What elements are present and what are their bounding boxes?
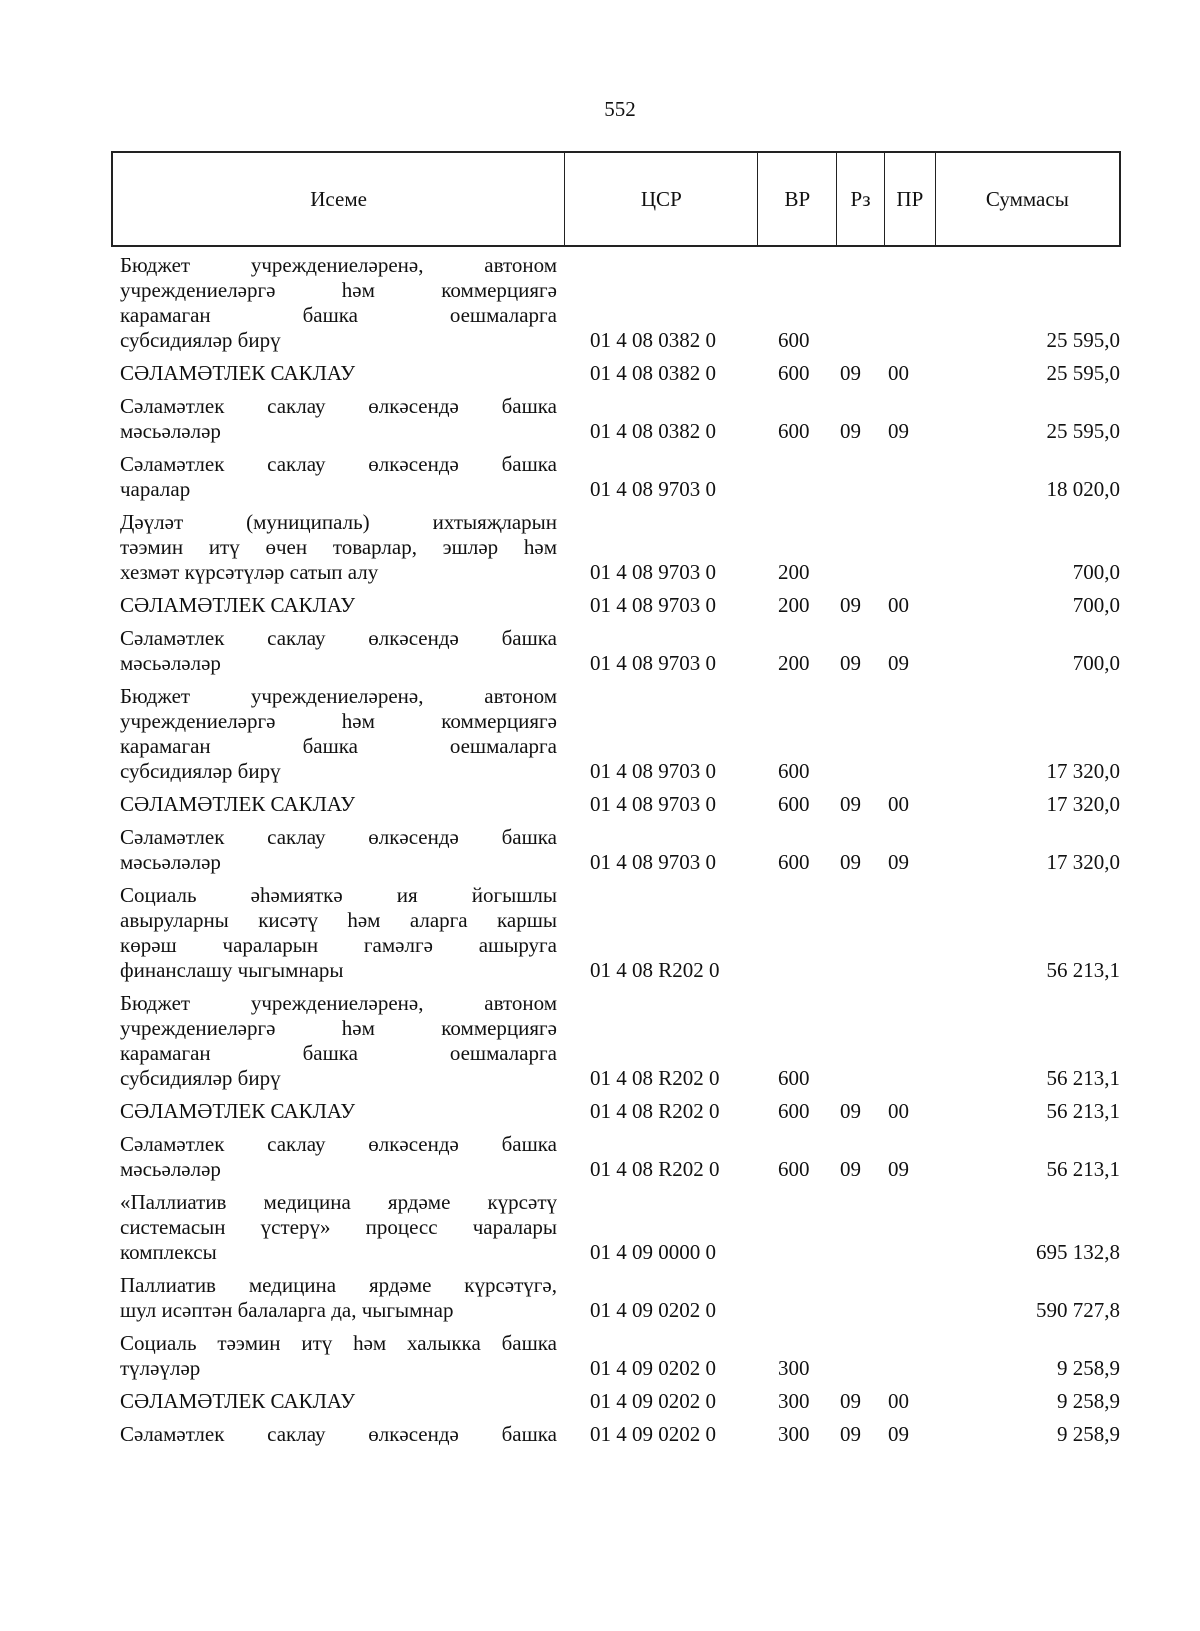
row-sum: 25 595,0: [1046, 328, 1120, 352]
row-sum: 56 213,1: [1046, 958, 1120, 982]
row-csr: 01 4 08 0382 0: [590, 328, 716, 352]
row-name-line: СӘЛАМӘТЛЕК САКЛАУ: [120, 792, 356, 816]
row-sum: 56 213,1: [1046, 1157, 1120, 1181]
row-name-line: Сәламәтлек саклау өлкәсендә башка: [120, 825, 557, 849]
row-csr: 01 4 09 0202 0: [590, 1389, 716, 1413]
row-name: [120, 1273, 557, 1323]
row-vr: 600: [778, 792, 810, 816]
row-pr: 09: [888, 651, 909, 675]
table-row: [120, 1099, 1120, 1124]
row-vr: 600: [778, 1157, 810, 1181]
row-name: [120, 825, 557, 875]
table-row: [120, 510, 1120, 585]
row-rz: 09: [840, 792, 861, 816]
row-name-line: тәэмин итү өчен товарлар, эшләр һәм: [120, 535, 557, 559]
row-sum: 590 727,8: [1036, 1298, 1120, 1322]
row-name: [120, 253, 557, 353]
row-vr: 200: [778, 651, 810, 675]
row-sum: 56 213,1: [1046, 1099, 1120, 1123]
table-row: [120, 1190, 1120, 1265]
row-vr: 300: [778, 1422, 810, 1446]
row-name-line: мәсьәләләр: [120, 1157, 221, 1181]
row-sum: 25 595,0: [1046, 361, 1120, 385]
row-csr: 01 4 09 0202 0: [590, 1356, 716, 1380]
row-vr: 200: [778, 593, 810, 617]
row-name: [120, 1099, 557, 1124]
header-rz: Рз: [837, 153, 885, 245]
row-name: [120, 361, 557, 386]
row-name-line: Бюджет учреждениеләренә, автоном: [120, 991, 557, 1015]
row-name-line: Бюджет учреждениеләренә, автоном: [120, 253, 557, 277]
row-name-line: СӘЛАМӘТЛЕК САКЛАУ: [120, 361, 356, 385]
row-sum: 9 258,9: [1057, 1389, 1120, 1413]
row-name: [120, 452, 557, 502]
header-pr: ПР: [885, 153, 936, 245]
table-row: [120, 452, 1120, 502]
row-sum: 700,0: [1072, 560, 1120, 584]
table-row: [120, 626, 1120, 676]
table-row: [120, 1273, 1120, 1323]
row-rz: 09: [840, 419, 861, 443]
row-sum: 17 320,0: [1046, 850, 1120, 874]
row-sum: 25 595,0: [1046, 419, 1120, 443]
row-name-line: учреждениеләргә һәм коммерциягә: [120, 278, 557, 302]
row-csr: 01 4 09 0202 0: [590, 1298, 716, 1322]
row-csr: 01 4 08 0382 0: [590, 419, 716, 443]
row-name-line: Сәламәтлек саклау өлкәсендә башка: [120, 1422, 557, 1446]
row-pr: 00: [888, 1389, 909, 1413]
row-name-line: комплексы: [120, 1240, 217, 1264]
row-sum: 700,0: [1072, 651, 1120, 675]
row-name-line: учреждениеләргә һәм коммерциягә: [120, 709, 557, 733]
row-pr: 09: [888, 1422, 909, 1446]
row-sum: 9 258,9: [1057, 1356, 1120, 1380]
row-name-line: СӘЛАМӘТЛЕК САКЛАУ: [120, 593, 356, 617]
table-row: [120, 883, 1120, 983]
row-vr: 600: [778, 850, 810, 874]
header-vr: ВР: [758, 153, 837, 245]
row-csr: 01 4 08 0382 0: [590, 361, 716, 385]
row-sum: 56 213,1: [1046, 1066, 1120, 1090]
row-vr: 600: [778, 419, 810, 443]
row-name: [120, 1132, 557, 1182]
row-name-line: Социаль әһәмияткә ия йогышлы: [120, 883, 557, 907]
row-name-line: көрәш чараларын гамәлгә ашыруга: [120, 933, 557, 957]
row-name-line: субсидияләр бирү: [120, 1066, 281, 1090]
row-csr: 01 4 09 0202 0: [590, 1422, 716, 1446]
row-name: [120, 883, 557, 983]
row-name: [120, 626, 557, 676]
row-name: [120, 1389, 557, 1414]
row-pr: 00: [888, 1099, 909, 1123]
row-name-line: мәсьәләләр: [120, 419, 221, 443]
row-name-line: финанслашу чыгымнары: [120, 958, 344, 982]
row-name: [120, 792, 557, 817]
row-csr: 01 4 08 9703 0: [590, 759, 716, 783]
row-name-line: системасын үстерү» процесс чаралары: [120, 1215, 557, 1239]
row-vr: 600: [778, 1099, 810, 1123]
table-body: [120, 253, 1120, 1455]
row-name: [120, 991, 557, 1091]
row-name-line: Дәүләт (муниципаль) ихтыяҗларын: [120, 510, 557, 534]
row-name-line: Сәламәтлек саклау өлкәсендә башка: [120, 452, 557, 476]
row-rz: 09: [840, 651, 861, 675]
row-sum: 17 320,0: [1046, 792, 1120, 816]
table-row: [120, 253, 1120, 353]
row-sum: 17 320,0: [1046, 759, 1120, 783]
row-csr: 01 4 08 9703 0: [590, 651, 716, 675]
table-row: [120, 825, 1120, 875]
row-name-line: СӘЛАМӘТЛЕК САКЛАУ: [120, 1389, 356, 1413]
row-name-line: чаралар: [120, 477, 191, 501]
row-name: [120, 394, 557, 444]
row-vr: 300: [778, 1356, 810, 1380]
table-header: [111, 151, 1121, 247]
row-csr: 01 4 08 R202 0: [590, 1157, 720, 1181]
row-name-line: карамаган башка оешмаларга: [120, 303, 557, 327]
row-pr: 09: [888, 419, 909, 443]
row-rz: 09: [840, 850, 861, 874]
header-sum: Суммасы: [985, 186, 1069, 211]
row-vr: 600: [778, 328, 810, 352]
row-rz: 09: [840, 1422, 861, 1446]
row-name: [120, 1331, 557, 1381]
row-csr: 01 4 08 9703 0: [590, 850, 716, 874]
row-csr: 01 4 09 0000 0: [590, 1240, 716, 1264]
row-name-line: СӘЛАМӘТЛЕК САКЛАУ: [120, 1099, 356, 1123]
row-csr: 01 4 08 R202 0: [590, 1066, 720, 1090]
table-row: [120, 1132, 1120, 1182]
row-pr: 09: [888, 850, 909, 874]
row-pr: 00: [888, 361, 909, 385]
row-vr: 600: [778, 759, 810, 783]
row-csr: 01 4 08 R202 0: [590, 1099, 720, 1123]
row-name-line: «Паллиатив медицина ярдәме күрсәтү: [120, 1190, 557, 1214]
row-csr: 01 4 08 R202 0: [590, 958, 720, 982]
row-csr: 01 4 08 9703 0: [590, 593, 716, 617]
row-name-line: Сәламәтлек саклау өлкәсендә башка: [120, 1132, 557, 1156]
row-name-line: шул исәптән балаларга да, чыгымнар: [120, 1298, 454, 1322]
row-rz: 09: [840, 1389, 861, 1413]
row-name-line: карамаган башка оешмаларга: [120, 734, 557, 758]
row-name-line: Бюджет учреждениеләренә, автоном: [120, 684, 557, 708]
page-number: 552: [604, 97, 636, 121]
row-vr: 600: [778, 361, 810, 385]
row-name-line: авыруларны кисәтү һәм аларга каршы: [120, 908, 557, 932]
table-row: [120, 684, 1120, 784]
row-pr: 00: [888, 593, 909, 617]
row-rz: 09: [840, 593, 861, 617]
table-row: [120, 792, 1120, 817]
row-rz: 09: [840, 361, 861, 385]
row-name-line: субсидияләр бирү: [120, 328, 281, 352]
row-csr: 01 4 08 9703 0: [590, 792, 716, 816]
row-name-line: учреждениеләргә һәм коммерциягә: [120, 1016, 557, 1040]
row-pr: 00: [888, 792, 909, 816]
row-vr: 200: [778, 560, 810, 584]
row-name-line: хезмәт күрсәтүләр сатып алу: [120, 560, 379, 584]
row-name: [120, 593, 557, 618]
table-row: [120, 394, 1120, 444]
row-sum: 695 132,8: [1036, 1240, 1120, 1264]
row-name: [120, 684, 557, 784]
row-pr: 09: [888, 1157, 909, 1181]
row-name: [120, 1190, 557, 1265]
table-row: [120, 991, 1120, 1091]
row-csr: 01 4 08 9703 0: [590, 560, 716, 584]
row-name: [120, 1422, 557, 1447]
row-rz: 09: [840, 1099, 861, 1123]
row-name-line: мәсьәләләр: [120, 651, 221, 675]
table-row: [120, 1331, 1120, 1381]
header-csr: ЦСР: [565, 153, 758, 245]
row-vr: 300: [778, 1389, 810, 1413]
row-rz: 09: [840, 1157, 861, 1181]
row-name-line: Сәламәтлек саклау өлкәсендә башка: [120, 626, 557, 650]
row-name-line: субсидияләр бирү: [120, 759, 281, 783]
row-name-line: түләүләр: [120, 1356, 201, 1380]
row-sum: 18 020,0: [1046, 477, 1120, 501]
row-name-line: Сәламәтлек саклау өлкәсендә башка: [120, 394, 557, 418]
row-name-line: карамаган башка оешмаларга: [120, 1041, 557, 1065]
row-name: [120, 510, 557, 585]
row-sum: 700,0: [1072, 593, 1120, 617]
row-csr: 01 4 08 9703 0: [590, 477, 716, 501]
row-vr: 600: [778, 1066, 810, 1090]
row-sum: 9 258,9: [1057, 1422, 1120, 1446]
row-name-line: мәсьәләләр: [120, 850, 221, 874]
row-name-line: Паллиатив медицина ярдәме күрсәтүгә,: [120, 1273, 557, 1297]
table-row: [120, 1389, 1120, 1414]
table-row: [120, 361, 1120, 386]
table-row: [120, 593, 1120, 618]
header-name: Исеме: [113, 153, 565, 245]
table-row: [120, 1422, 1120, 1447]
row-name-line: Социаль тәэмин итү һәм халыкка башка: [120, 1331, 557, 1355]
